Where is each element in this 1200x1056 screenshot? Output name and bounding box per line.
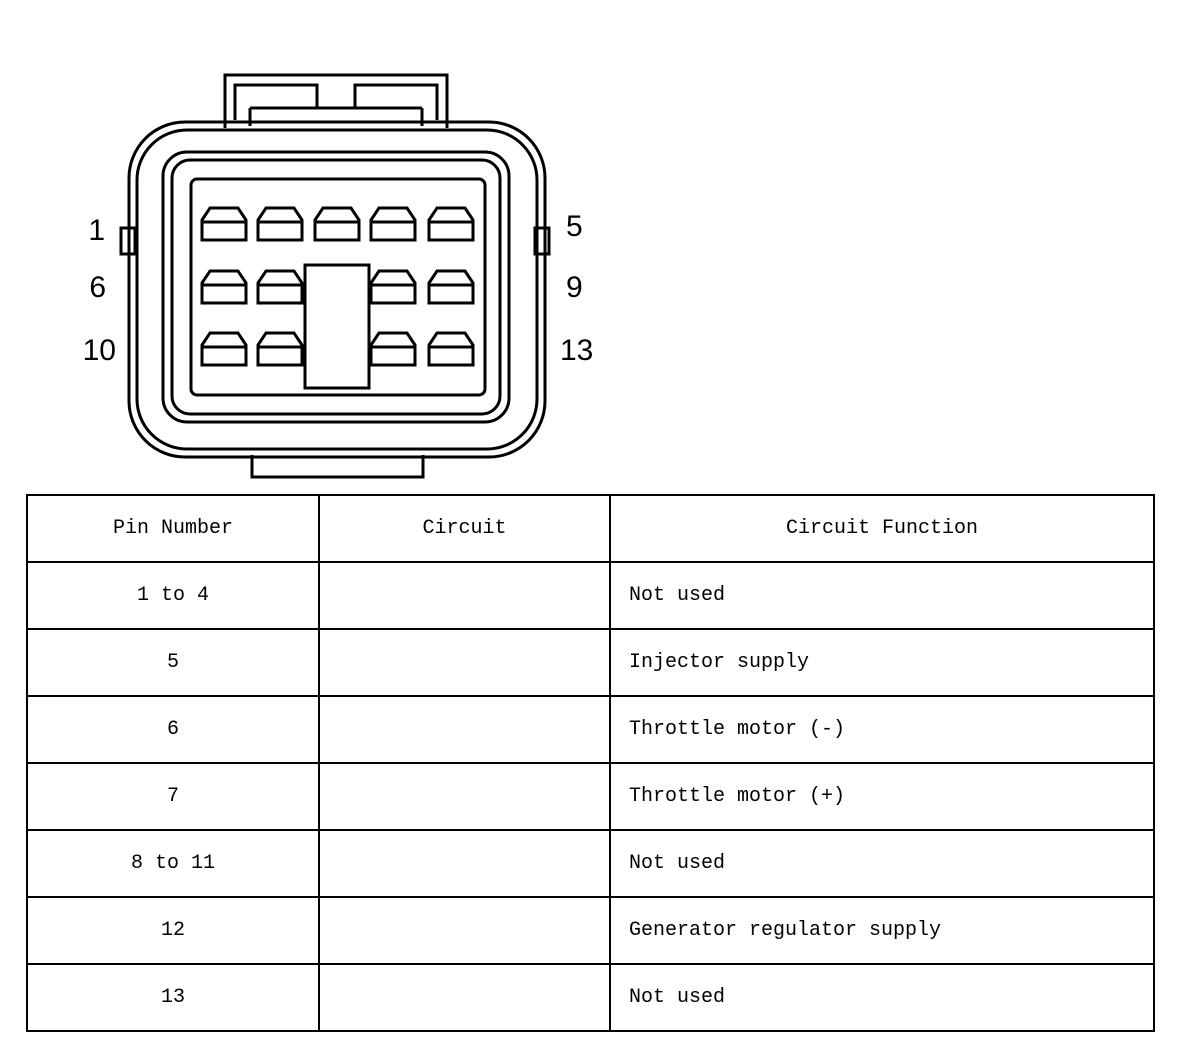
terminal-cavity [429,333,473,365]
terminal-cavity [258,208,302,240]
terminal-cavity [371,271,415,303]
table-row [27,763,1154,830]
terminal-cavity [429,208,473,240]
cell-circuit [319,964,610,1031]
table-row [27,830,1154,897]
table-header-row [27,495,1154,562]
terminal-cavity [258,333,302,365]
cell-function: Injector supply [610,629,1154,696]
top-latch-tab [225,75,447,128]
pin-label-6: 6 [89,271,106,304]
cell-function: Throttle motor (-) [610,696,1154,763]
header-pin-number: Pin Number [27,495,319,562]
pinout-table [26,494,1155,1032]
cell-pin: 12 [27,897,319,964]
pin-label-10: 10 [82,334,116,367]
pin-label-9: 9 [566,271,583,304]
cell-pin: 7 [27,763,319,830]
cell-circuit [319,629,610,696]
cell-function: Generator regulator supply [610,897,1154,964]
cell-pin: 5 [27,629,319,696]
key-block [305,265,369,388]
terminal-cavity [202,208,246,240]
terminal-cavity [202,333,246,365]
table-row [27,897,1154,964]
cell-pin: 6 [27,696,319,763]
cell-circuit [319,830,610,897]
pin-label-5: 5 [566,210,583,243]
cell-circuit [319,696,610,763]
cell-function: Throttle motor (+) [610,763,1154,830]
cell-function: Not used [610,964,1154,1031]
cell-pin: 8 to 11 [27,830,319,897]
cell-function: Not used [610,830,1154,897]
terminal-cavity [429,271,473,303]
header-circuit-function: Circuit Function [610,495,1154,562]
terminal-cavity [371,333,415,365]
pin-label-13: 13 [560,334,594,367]
cell-function: Not used [610,562,1154,629]
terminal-cavity [258,271,302,303]
connector-face-diagram [0,0,640,490]
pin-label-1: 1 [88,214,105,247]
table-row [27,964,1154,1031]
cell-pin: 1 to 4 [27,562,319,629]
table-row [27,696,1154,763]
header-circuit: Circuit [319,495,610,562]
terminal-cavity [371,208,415,240]
cell-circuit [319,562,610,629]
cell-pin: 13 [27,964,319,1031]
terminal-cavity [202,271,246,303]
terminal-cavity [315,208,359,240]
cell-circuit [319,897,610,964]
table-row [27,629,1154,696]
table-row [27,562,1154,629]
cell-circuit [319,763,610,830]
